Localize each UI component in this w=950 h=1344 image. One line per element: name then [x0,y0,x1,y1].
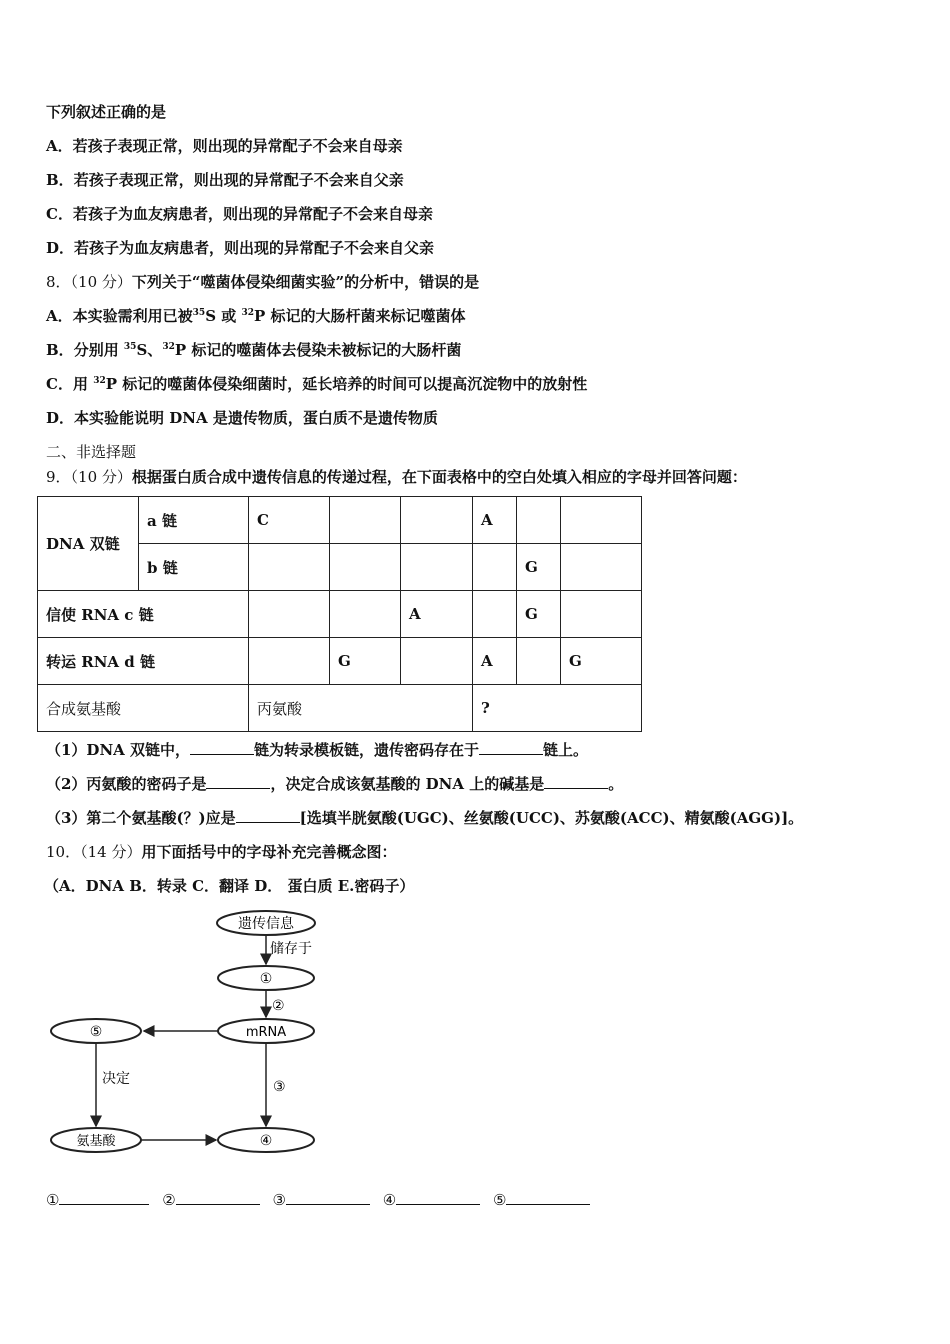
q9-sub3: （3）第二个氨基酸(？)应是 [选填半胱氨酸(UGC)、丝氨酸(UCC)、苏氨酸(ACC)、精氨酸(AGG)]。 [46,809,804,827]
table-cell [561,544,642,591]
table-cell [249,591,330,638]
table-row [38,497,642,544]
q8-option-c: C．用 $^{32}$P 标记的噬菌体侵染细菌时，延长培养的时间可以提高沉淀物中的放射性 [46,375,588,393]
decides-label: 决定 [102,1071,130,1087]
q9-stem: 9．（10 分）根据蛋白质合成中遗传信息的传递过程，在下面表格中的空白处填入相应的字母并回答问题： [46,468,747,486]
q7-option-b: B．若孩子表现正常，则出现的异常配子不会来自父亲 [46,171,404,189]
q9-sub1: （1）DNA 双链中， 链为转录模板链，遗传密码存在于 链上。 [46,741,589,759]
a-chain-label: a 链 [139,497,249,544]
table-cell: G [330,638,401,685]
genetic-table [37,496,642,732]
answer-blank[interactable] [286,1190,370,1205]
table-cell: A [401,591,473,638]
table-row [38,685,642,732]
table-cell [330,497,401,544]
q10-answers: ① ② ③ ④ ⑤ [46,1190,598,1209]
answer-blank[interactable] [506,1190,590,1205]
table-cell: A [473,497,517,544]
table-row [38,638,642,685]
node-amino-acid-label: 氨基酸 [76,1134,116,1149]
arrow-3-label: ③ [273,1079,286,1095]
table-cell: G [517,591,561,638]
answer-blank[interactable] [396,1190,480,1205]
answer-blank[interactable] [206,774,270,789]
arrow-2-label: ② [272,998,285,1014]
table-cell: G [561,638,642,685]
node-1-label: ① [259,971,273,987]
answer-blank[interactable] [479,740,543,755]
answer-blank[interactable] [236,808,300,823]
answer-blank[interactable] [190,740,254,755]
table-cell [517,497,561,544]
stored-label: 储存于 [270,941,312,957]
q10-stem: 10．（14 分）用下面括号中的字母补充完善概念图： [46,843,397,861]
table-cell [249,638,330,685]
q8-option-b: B．分别用 $^{35}$S、$^{32}$P 标记的噬菌体去侵染未被标记的大肠杆菌 [46,341,462,359]
q7-option-c: C．若孩子为血友病患者，则出现的异常配子不会来自母亲 [46,205,433,223]
q8-option-a: A．本实验需利用已被$^{35}$S 或 $^{32}$P 标记的大肠杆菌来标记噬菌体 [46,307,466,325]
q7-stem: 下列叙述正确的是 [46,103,167,121]
table-cell [473,544,517,591]
answer-blank[interactable] [176,1190,260,1205]
table-cell [401,497,473,544]
node-mrna-label: mRNA [245,1025,287,1040]
table-cell [517,638,561,685]
q7-option-a: A．若孩子表现正常，则出现的异常配子不会来自母亲 [46,137,403,155]
table-cell [561,497,642,544]
table-cell: G [517,544,561,591]
node-genetic-info-label: 遗传信息 [238,916,294,932]
amino-acid-label: 合成氨基酸 [38,685,249,732]
concept-map [44,906,334,1156]
q8-stem: 8．（10 分）下列关于“噬菌体侵染细菌实验”的分析中，错误的是 [46,273,480,291]
b-chain-label: b 链 [139,544,249,591]
q8-option-d: D．本实验能说明 DNA 是遗传物质，蛋白质不是遗传物质 [46,409,438,427]
node-5-label: ⑤ [89,1024,103,1040]
q7-option-d: D．若孩子为血友病患者，则出现的异常配子不会来自父亲 [46,239,435,257]
node-4-label: ④ [259,1133,273,1149]
table-cell [401,544,473,591]
table-cell [473,591,517,638]
q9-sub2: （2）丙氨酸的密码子是 ，决定合成该氨基酸的 DNA 上的碱基是 。 [46,775,624,793]
answer-blank[interactable] [59,1190,149,1205]
table-cell [561,591,642,638]
mrna-label: 信使 RNA c 链 [38,591,249,638]
answer-blank[interactable] [544,774,608,789]
table-cell [330,591,401,638]
table-cell: C [249,497,330,544]
section-title: 二、非选择题 [46,443,137,461]
dna-label: DNA 双链 [38,497,139,591]
amino-acid-1: 丙氨酸 [249,685,473,732]
table-cell: A [473,638,517,685]
table-cell [401,638,473,685]
amino-acid-2: ? [473,685,642,732]
table-row [38,591,642,638]
table-cell [330,544,401,591]
table-cell [249,544,330,591]
trna-label: 转运 RNA d 链 [38,638,249,685]
q10-choices: （A．DNA B．转录 C．翻译 D． 蛋白质 E.密码子） [44,877,415,895]
